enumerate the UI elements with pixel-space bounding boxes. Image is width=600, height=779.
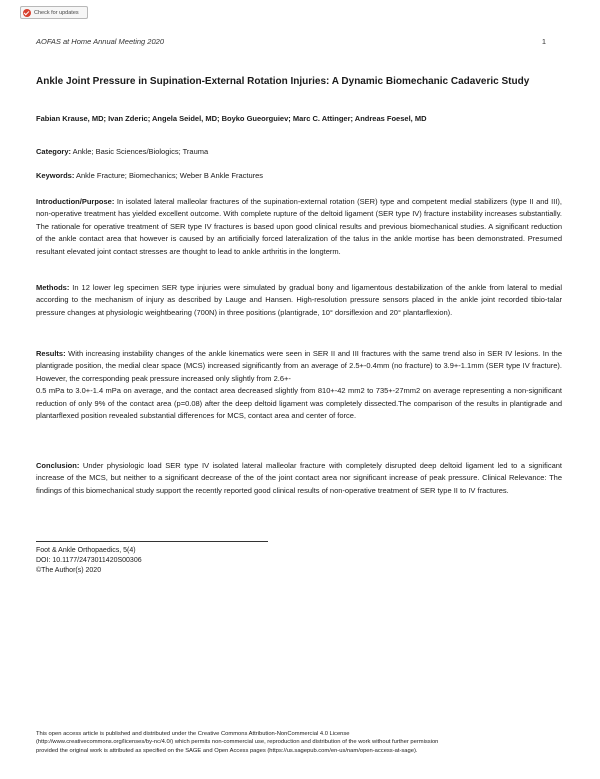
journal-citation: Foot & Ankle Orthopaedics, 5(4) (36, 547, 136, 554)
category-section (36, 146, 562, 158)
check-updates-icon (23, 9, 31, 17)
introduction-label: Introduction/Purpose: (36, 197, 115, 206)
methods-section (36, 282, 562, 319)
introduction-section (36, 196, 562, 258)
journal-meeting: AOFAS at Home Annual Meeting 2020 (36, 37, 164, 46)
conclusion-section (36, 460, 562, 497)
license-line-2: (http://www.creativecommons.org/licenses/by-nc/4.0/) which permits non-commercial use, reproduction and distribution of the work without further permission (36, 739, 439, 746)
methods-text: In 12 lower leg specimen SER type injuries were simulated by gradual bony and ligamentous destabilization of the ankle from lateral to medial according to the mechanism of injury as described by Lauge and Hansen. High-resolution pressure sensors placed in the ankle joint recorded tibio-talar pressure changes at physiologic weightbearing (700N) in three positions (plantigrade, 10° dorsiflexion and 20° plantarflexion). (36, 283, 562, 317)
category-text: Ankle; Basic Sciences/Biologics; Trauma (71, 147, 209, 156)
license-line-1: This open access article is published and distributed under the Creative Commons Attribution-NonCommercial 4.0 License (36, 731, 350, 737)
page-number: 1 (541, 37, 546, 46)
doi: DOI: 10.1177/2473011420S00306 (36, 557, 142, 564)
category-label: Category: (36, 147, 72, 156)
keywords-section (36, 170, 562, 182)
conclusion-text: Under physiologic load SER type IV isolated lateral malleolar fracture with completely disrupted deep deltoid ligament led to a significant increase of the MCS, but neither to a significant decrease of the of the joint contact area nor significant increase of peak pressure. Clinical Relevance: The findings of this biomechanical study support the recently reported good clinical results of non-operative treatment of SER type II to IV fractures. (36, 461, 562, 495)
check-updates-label: Check for updates (34, 9, 79, 16)
author-list: Fabian Krause, MD; Ivan Zderic; Angela Seidel, MD; Boyko Gueorguiev; Marc C. Attinger; Andreas Foesel, MD (36, 114, 427, 123)
results-text-part-2: 0.5 mPa to 3.0+-1.4 mPa on average, and the contact area decreased slightly from 810+-42 mm2 to 735+-27mm2 on average representing a non-significant reduction of only 9% of the contact area (p=0.08) after the deep deltoid ligament was completely dissected.The comparison of the results in plantigrade and plantarflexed position revealed substantial differences for MCS, contact area and center of force. (36, 386, 562, 421)
license-line-3: provided the original work is attributed as specified on the SAGE and Open Access pages (https://us.sagepub.com/en-us/nam/open-access-at-sage). (36, 747, 418, 754)
copyright: ©The Author(s) 2020 (36, 567, 102, 574)
keywords-label: Keywords: (36, 171, 75, 180)
running-header (36, 37, 546, 46)
footer-info (36, 546, 142, 576)
license-notice (36, 730, 572, 755)
results-text-part-1: With increasing instability changes of the ankle kinematics were seen in SER II and III fractures with the same trend also in SER IV lesions. In the plantigrade position, the medial clear space (MCS) increased significantly from an average of 2.5+-0.4mm (no fracture) to 3.9+-1.1mm (SER type IV fracture). However, the corresponding peak pressure increased only slightly from 2.6+- (36, 349, 562, 383)
keywords-text: Ankle Fracture; Biomechanics; Weber B Ankle Fractures (74, 171, 264, 180)
check-for-updates-badge[interactable] (20, 6, 88, 19)
footer-divider (36, 541, 268, 542)
article-title: Ankle Joint Pressure in Supination-External Rotation Injuries: A Dynamic Biomechanic Cadaveric Study (36, 76, 530, 87)
conclusion-label: Conclusion: (36, 461, 80, 470)
results-section (36, 348, 562, 422)
methods-label: Methods: (36, 283, 70, 292)
results-label: Results: (36, 349, 66, 358)
introduction-text: In isolated lateral malleolar fractures of the supination-external rotation (SER) type and competent medial stabilizers (type II and III), non-operative treatment has yielded excellent outcome. With complete rupture of the deltoid ligament (SER type IV) fracture instability increases substantially. The rationale for operative treatment of SER type IV fractures is based upon good clinical results and previous biomechanical studies. A significant reduction of the ankle contact area that however is caused by an artificially forced lateralization of the talus in the ankle mortise has been demonstrated. Presumed resultant elevated joint contact stresses are thought to lead to ankle arthritis in the longterm. (36, 197, 562, 256)
